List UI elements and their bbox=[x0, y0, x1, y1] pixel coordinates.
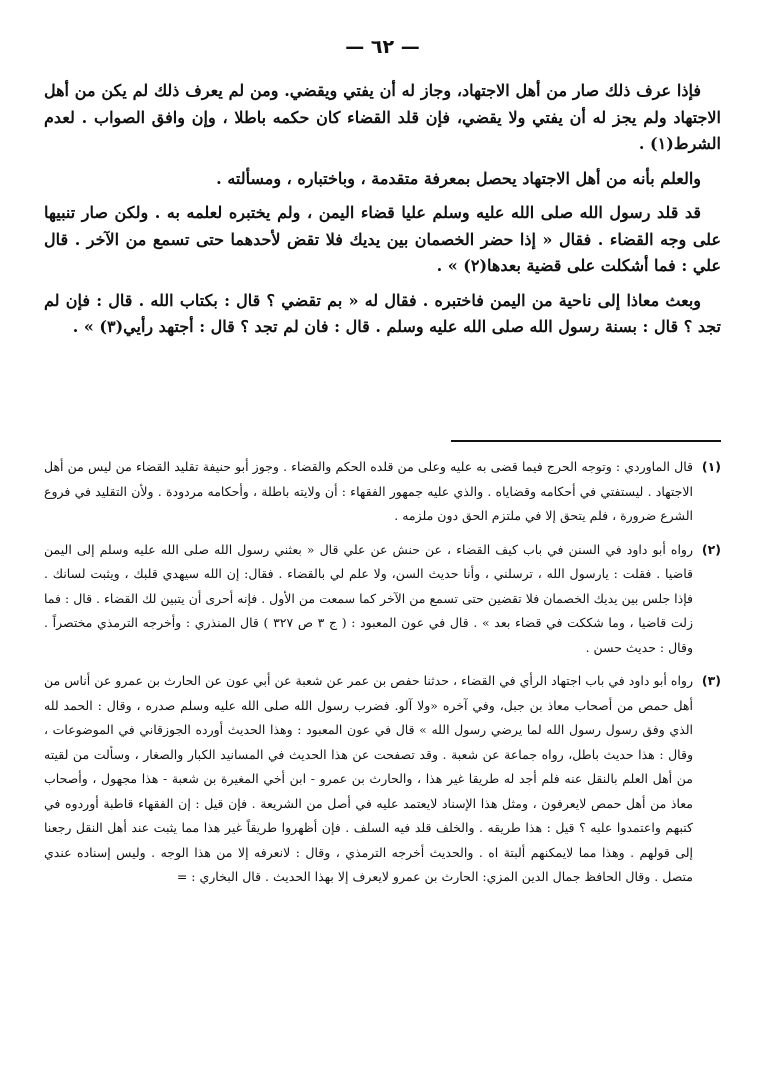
footnotes bbox=[44, 455, 721, 899]
footnote-marker: (٣) bbox=[701, 673, 721, 688]
footnote-text: رواه أبو داود في السنن في باب كيف القضاء ، عن حنش عن علي قال « بعثني رسول الله صلى الله عليه وسلم إلى اليمن قاضيا . فقلت : يارسول الله ، ترسلني ، وأنا حديث السن، ولا علم لي بالقضاء . فقال: إن الله سيهدي قلبك ، ويثبت لسانك . فإذا جلس بين يديك الخصمان فلا تقضين حتى تسمع من الآخر كما سمعت من الأول . فإنه أحرى أن يتبين لك القضاء . قال : فما زلت قاضيا ، وما شككت في قضاء بعد » . قال في عون المعبود : ( ج ٣ ص ٣٢٧ ) قال المنذري : وأخرجه الترمذي مختصراً . وقال : حديث حسن . bbox=[44, 541, 693, 655]
footnote-divider bbox=[451, 440, 721, 442]
main-text bbox=[44, 78, 721, 349]
paragraph-ijtihad: فإذا عرف ذلك صار من أهل الاجتهاد، وجاز له أن يفتي ويقضي. ومن لم يعرف ذلك لم يكن من أهل الاجتهاد ولم يجز له أن يفتي ولا يقضي، فإن قلد القضاء كان حكمه باطلا ، وإن وافق الصواب . لعدم الشرط(١) . bbox=[44, 81, 722, 153]
page-number: — ٦٢ — bbox=[345, 36, 420, 58]
footnote-2 bbox=[44, 538, 721, 661]
paragraph-knowledge: والعلم بأنه من أهل الاجتهاد يحصل بمعرفة متقدمة ، وباختباره ، ومسألته . bbox=[216, 168, 701, 188]
footnote-1 bbox=[44, 455, 721, 529]
paragraph-ali: قد قلد رسول الله صلى الله عليه وسلم عليا قضاء اليمن ، ولم يختبره لعلمه به . ولكن صار تنبيها على وجه القضاء . فقال « إذا حضر الخصمان بين يديك فلا تقض لأحدهما حتى تسمع من الآخر . قال علي : فما أشكلت على قضية بعدها(٢) » . bbox=[44, 203, 721, 275]
footnote-3 bbox=[44, 669, 721, 890]
footnote-text: قال الماوردي : وتوجه الحرج فيما قضى به عليه وعلى من قلده الحكم والقضاء . وجوز أبو حنيفة تقليد القضاء من ليس من أهل الاجتهاد . ليستفتي في أحكامه وقضاياه . والذي عليه جمهور الفقهاء : أن ولايته باطلة ، وأحكامه مردودة . ولأن التقليد في فروع الشرع ضرورة ، فلم يتحق إلا في ملتزم الحق دون ملزمه . bbox=[44, 459, 693, 523]
footnote-marker: (٢) bbox=[701, 541, 721, 557]
footnote-marker: (١) bbox=[701, 459, 721, 474]
paragraph-muadh: وبعث معاذا إلى ناحية من اليمن فاختبره . فقال له « بم تقضي ؟ قال : بكتاب الله . قال : فإن لم تجد ؟ قال : بسنة رسول الله صلى الله عليه وسلم . قال : فان لم تجد ؟ قال : أجتهد رأيي(٣) » . bbox=[44, 290, 721, 336]
footnote-text: رواه أبو داود في باب اجتهاد الرأي في القضاء ، حدثنا حفص بن عمر عن شعبة عن أبي عون عن الحارث بن عمرو عن أناس من أهل حمص من أصحاب معاذ بن جبل، وفي آخره «ولا آلو. فضرب رسول الله صلى الله عليه وسلم صدره ، وقال : الحمد لله الذي وفق رسول رسول الله لما يرضي رسول الله » قال في عون المعبود : وهذا الحديث أورده الجوزقاني في الموضوعات ، وقال : هذا حديث باطل، رواه جماعة عن شعبة . وقد تصفحت عن هذا الحديث في المسانيد الكبار والصغار ، وسألت من لقيته من أهل العلم بالنقل عنه فلم أجد له طريقا غير هذا ، والحارث بن عمرو - ابن أخي المغيرة بن شعبة - هذا مجهول ، وأصحاب معاذ من أهل حمص لايعرفون ، ومثل هذا الإسناد لايعتمد عليه في أصل من الشريعة . فإن قيل : إن الفقهاء قاطبة أوردوه في كتبهم واعتمدوا عليه ؟ قيل : هذا طريقه . والخلف قلد فيه السلف . فإن أظهروا طريقاً غير هذا مما يثبت عند أهل النقل رجعنا إلى قولهم . وهذا مما لايمكنهم ألبتة اه . والحديث أخرجه الترمذي ، وقال : لانعرفه إلا من هذا الوجه . وليس إسناده عندي متصل . وقال الحافظ جمال الدين المزي: الحارث بن عمرو لايعرف إلا بهذا الحديث . قال البخاري : = bbox=[44, 673, 693, 884]
